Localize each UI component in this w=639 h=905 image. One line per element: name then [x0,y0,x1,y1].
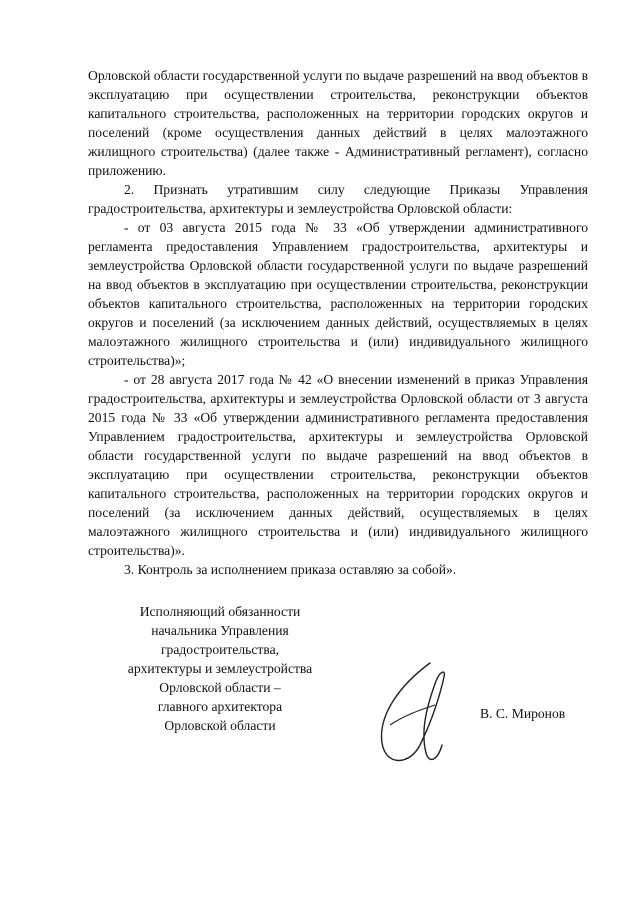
item-2a-paragraph: - от 03 августа 2015 года № 33 «Об утверждении административного регламента предоставления Управлением градостроительства, архитектуры и землеустройства Орловской области государственной услуги по выдаче разрешений на ввод объектов в эксплуатацию при осуществлении строительства, реконструкции объектов капитального строительства, расположенных на территории городских округов и поселений (за исключением данных действий, осуществляемых в целях малоэтажного жилищного строительства и (или) индивидуального жилищного строительства)»; [88,220,588,368]
signatory-line: Орловской области – [159,680,281,695]
handwritten-signature [360,655,470,775]
signatory-line: архитектуры и землеустройства [127,661,313,676]
item-3-paragraph: 3. Контроль за исполнением приказа оставляю за собой». [124,562,457,577]
signatory-line: Исполняющий обязанности [139,604,301,619]
intro-paragraph: Орловской области государственной услуги по выдаче разрешений на ввод объектов в эксплуатацию при осуществлении строительства, реконструкции объектов капитального строительства, расположенных на территории городских округов и поселений (кроме осуществления данных действий в целях малоэтажного жилищного строительства) (далее также - Административный регламент), согласно приложению. [88,68,588,178]
signatory-line: Орловской области [164,718,276,733]
document-body [88,66,588,579]
signatory-line: градостроительства, [160,642,280,657]
signer-name: В. С. Миронов [480,706,566,721]
signatory-line: начальника Управления [151,623,289,638]
signatory-title [95,602,345,735]
item-2-paragraph: 2. Признать утратившим силу следующие Приказы Управления градостроительства, архитектуры и землеустройства Орловской области: [88,182,588,216]
signatory-line: главного архитектора [157,699,283,714]
item-2b-paragraph: - от 28 августа 2017 года № 42 «О внесении изменений в приказ Управления градостроительства, архитектуры и землеустройства Орловской области от 3 августа 2015 года № 33 «Об утверждении административного регламента предоставления Управлением градостроительства, архитектуры и землеустройства Орловской области государственной услуги по выдаче разрешений на ввод объектов в эксплуатацию при осуществлении строительства, реконструкции объектов капитального строительства, расположенных на территории городских округов и поселений (за исключением данных действий, осуществляемых в целях малоэтажного жилищного строительства и (или) индивидуального жилищного строительства)». [88,372,588,558]
